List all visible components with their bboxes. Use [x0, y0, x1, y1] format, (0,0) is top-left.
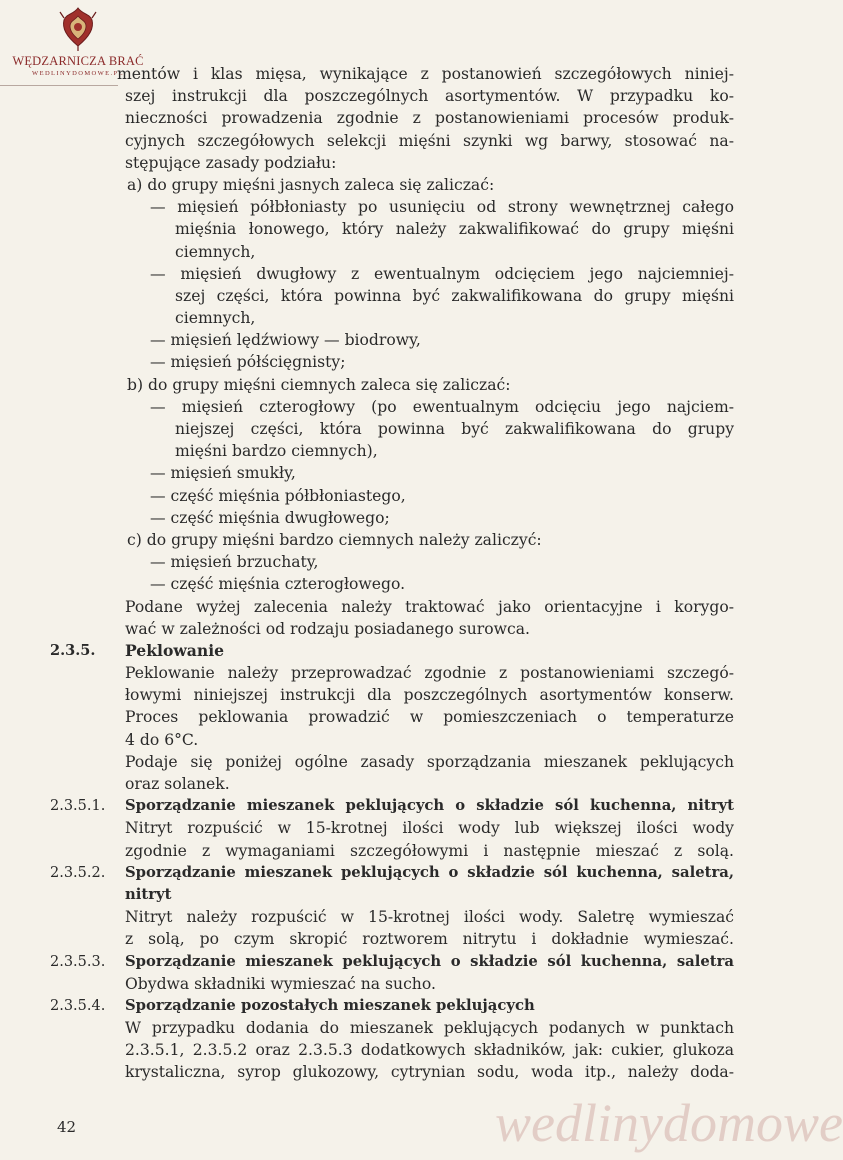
list-heading-b: b) do grupy mięśni ciemnych zaleca się zaliczać: [127, 375, 511, 394]
page-number: 42 [57, 1118, 77, 1136]
text-line: Obydwa składniki wymieszać na sucho. [125, 974, 436, 993]
list-item: — mięsień półbłoniasty po usunięciu od strony wewnętrznej całego [150, 198, 734, 217]
text-line: stępujące zasady podziału: [125, 153, 337, 172]
section-number: 2.3.5.4. [50, 997, 106, 1014]
text-line: mentów i klas mięsa, wynikające z postanowień szczegółowych niniej- [117, 65, 734, 83]
list-item-cont: niejszej części, która powinna być zakwalifikowana do grupy [175, 420, 734, 438]
document-body [0, 63, 800, 1084]
section-title-cont: nitryt [125, 885, 172, 903]
list-item: — mięsień brzuchaty, [150, 553, 319, 572]
text-line: Nitryt należy rozpuścić w 15-krotnej ilości wody. Saletrę wymieszać [125, 908, 734, 927]
list-item-cont: mięśnia łonowego, który należy zakwalifikować do grupy mięśni [175, 220, 734, 239]
section-title: Sporządzanie pozostałych mieszanek peklujących [125, 996, 535, 1014]
list-item: — mięsień smukły, [150, 464, 296, 483]
section-number: 2.3.5.3. [50, 953, 106, 970]
text-line: nieczności prowadzenia zgodnie z postanowieniami procesów produk- [125, 109, 734, 128]
text-line: W przypadku dodania do mieszanek peklujących podanych w punktach [125, 1019, 734, 1038]
list-item: — część mięśnia półbłoniastego, [150, 486, 406, 505]
text-line: cyjnych szczegółowych selekcji mięśni szynki wg barwy, stosować na- [125, 131, 734, 150]
section-title: Sporządzanie mieszanek peklujących o składzie sól kuchenna, saletra [125, 952, 734, 970]
list-heading-a: a) do grupy mięśni jasnych zaleca się zaliczać: [127, 175, 495, 194]
watermark: wedlinydomowe [495, 1093, 843, 1153]
section-title: Sporządzanie mieszanek peklujących o składzie sól kuchenna, saletra, [125, 863, 734, 881]
list-item: — część mięśnia dwugłowego; [150, 508, 390, 527]
text-line: krystaliczna, syrop glukozowy, cytrynian sodu, woda itp., należy doda- [125, 1063, 734, 1082]
crest-icon [58, 6, 98, 52]
text-line: 2.3.5.1, 2.3.5.2 oraz 2.3.5.3 dodatkowych składników, jak: cukier, glukoza [125, 1041, 734, 1060]
logo-url: WEDLINYDOMOWE.PL [32, 70, 124, 77]
section-title: Sporządzanie mieszanek peklujących o składzie sól kuchenna, nitryt [125, 797, 734, 815]
list-item: — mięsień lędźwiowy — biodrowy, [150, 331, 421, 350]
list-item: — część mięśnia czterogłowego. [150, 575, 406, 594]
list-item-cont: ciemnych, [175, 309, 256, 328]
text-line: wać w zależności od rodzaju posiadanego surowca. [125, 619, 530, 638]
text-line: Nitryt rozpuścić w 15-krotnej ilości wody lub większej ilości wody [125, 819, 734, 838]
text-line: zgodnie z wymaganiami szczegółowymi i następnie mieszać z solą. [125, 841, 734, 860]
section-title: Peklowanie [125, 640, 225, 660]
text-line: łowymi niniejszej instrukcji dla poszczególnych asortymentów konserw. [125, 686, 734, 705]
text-line: Proces peklowania prowadzić w pomieszczeniach o temperaturze [125, 708, 734, 727]
list-item: — mięsień półścięgnisty; [150, 353, 346, 372]
text-line: 4 do 6°C. [125, 730, 199, 749]
text-line: z solą, po czym skropić roztworem nitrytu i dokładnie wymieszać. [125, 930, 734, 949]
list-item: — mięsień dwugłowy z ewentualnym odcięciem jego najciemniej- [150, 264, 734, 283]
text-line: szej instrukcji dla poszczególnych asortymentów. W przypadku ko- [125, 87, 734, 106]
list-item: — mięsień czterogłowy (po ewentualnym odcięciu jego najciem- [150, 397, 734, 416]
logo-name: WĘDZARNICZA BRAĆ [12, 54, 144, 68]
text-line: Peklowanie należy przeprowadzać zgodnie z postanowieniami szczegó- [125, 664, 734, 683]
list-item-cont: mięśni bardzo ciemnych), [175, 442, 378, 461]
section-number: 2.3.5. [50, 641, 96, 659]
text-line: Podaje się poniżej ogólne zasady sporządzania mieszanek peklujących [125, 752, 734, 771]
section-number: 2.3.5.2. [50, 864, 106, 881]
list-item-cont: ciemnych, [175, 242, 256, 261]
text-line: Podane wyżej zalecenia należy traktować jako orientacyjne i korygo- [125, 597, 734, 616]
section-number: 2.3.5.1. [50, 798, 106, 815]
list-heading-c: c) do grupy mięśni bardzo ciemnych należy zaliczyć: [127, 530, 542, 549]
list-item-cont: szej części, która powinna być zakwalifikowana do grupy mięśni [175, 286, 734, 305]
text-line: oraz solanek. [125, 775, 230, 793]
